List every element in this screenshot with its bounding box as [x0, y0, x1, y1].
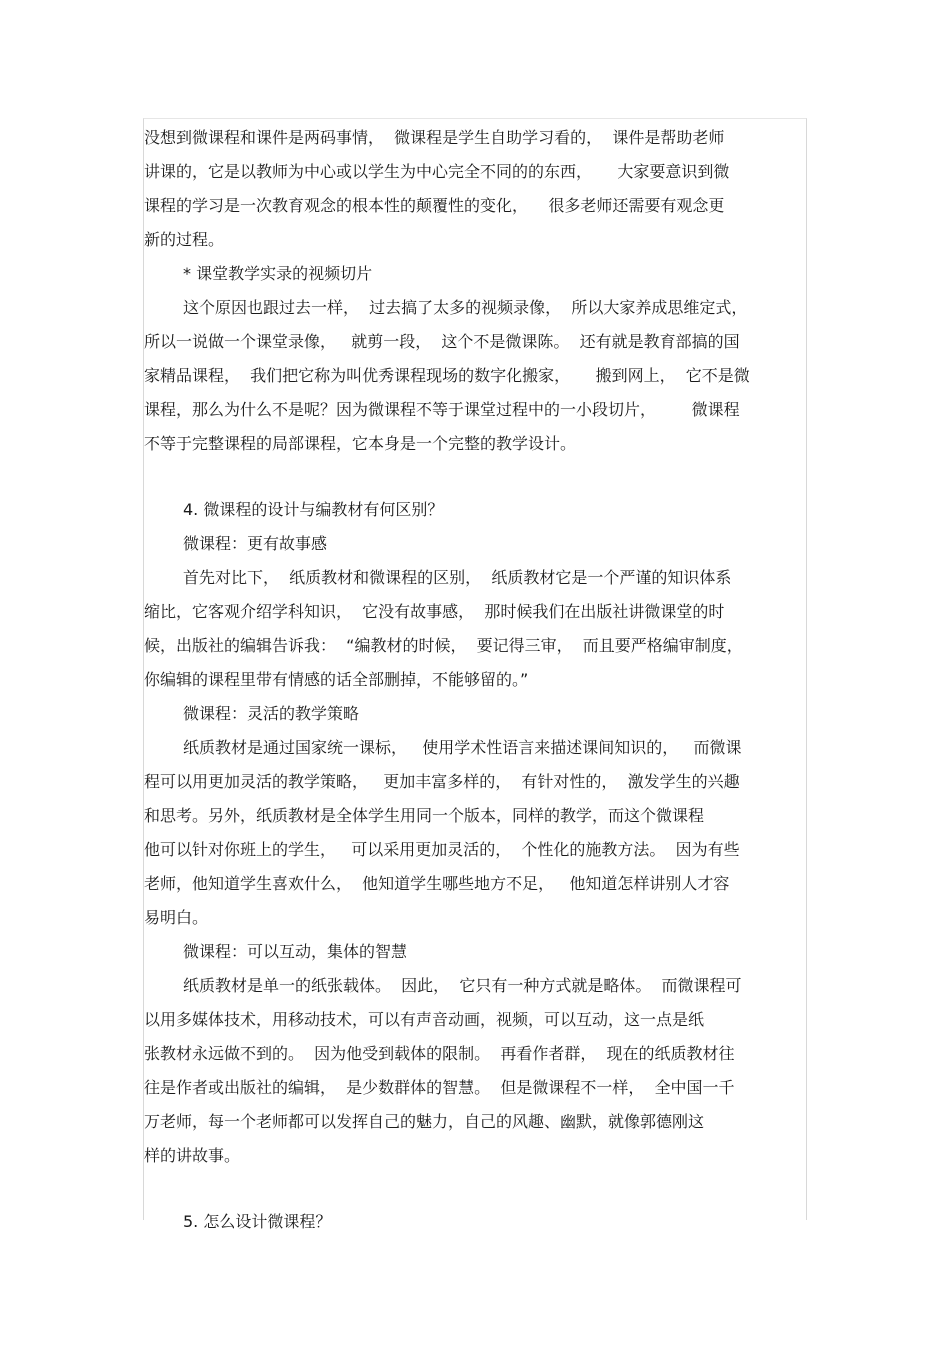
text-line: 候，出版社的编辑告诉我： “编教材的时候， 要记得三审， 而且要严格编审制度， [144, 636, 743, 655]
text-line: 不等于完整课程的局部课程，它本身是一个完整的教学设计。 [144, 434, 577, 453]
subheading: 微课程：可以互动，集体的智慧 [183, 942, 408, 961]
text-line: 他可以针对你班上的学生， 可以采用更加灵活的， 个性化的施教方法。 因为有些 [144, 840, 740, 859]
text-line: 你编辑的课程里带有情感的话全部删掉，不能够留的。” [144, 670, 529, 689]
text-line: 课程，那么为什么不是呢？因为微课程不等于课堂过程中的一小段切片， 微课程 [144, 400, 740, 419]
text-line: 这个原因也跟过去一样， 过去搞了太多的视频录像， 所以大家养成思维定式， [183, 298, 748, 317]
text-line: 易明白。 [144, 908, 209, 927]
document-body [144, 121, 804, 1239]
text-line: 和思考。另外，纸质教材是全体学生用同一个版本，同样的教学，而这个微课程 [144, 806, 705, 825]
subheading: * 课堂教学实录的视频切片 [183, 264, 373, 283]
subheading: 微课程：更有故事感 [183, 534, 328, 553]
text-line: 老师，他知道学生喜欢什么， 他知道学生哪些地方不足， 他知道怎样讲别人才容 [144, 874, 730, 893]
text-line: 新的过程。 [144, 230, 225, 249]
text-line: 样的讲故事。 [144, 1146, 241, 1165]
text-line: 万老师，每一个老师都可以发挥自己的魅力，自己的风趣、幽默，就像郭德刚这 [144, 1112, 705, 1131]
text-line: 所以一说做一个课堂录像， 就剪一段， 这个不是微课陈。 还有就是教育部搞的国 [144, 332, 740, 351]
text-line: 纸质教材是单一的纸张载体。 因此， 它只有一种方式就是略体。 而微课程可 [183, 976, 742, 995]
text-line: 课程的学习是一次教育观念的根本性的颠覆性的变化， 很多老师还需要有观念更 [144, 196, 725, 215]
text-line: 首先对比下， 纸质教材和微课程的区别， 纸质教材它是一个严谨的知识体系 [183, 568, 732, 587]
section-heading: 5. 怎么设计微课程？ [183, 1212, 332, 1231]
section-heading: 4. 微课程的设计与编教材有何区别？ [183, 500, 444, 519]
text-line: 以用多媒体技术，用移动技术，可以有声音动画，视频，可以互动，这一点是纸 [144, 1010, 705, 1029]
text-line: 往是作者或出版社的编辑， 是少数群体的智慧。 但是微课程不一样， 全中国一千 [144, 1078, 735, 1097]
text-line: 讲课的，它是以教师为中心或以学生为中心完全不同的的东西， 大家要意识到微 [144, 162, 730, 181]
text-line: 缩比，它客观介绍学科知识， 它没有故事感， 那时候我们在出版社讲微课堂的时 [144, 602, 725, 621]
text-line: 纸质教材是通过国家统一课标， 使用学术性语言来描述课间知识的， 而微课 [183, 738, 742, 757]
text-line: 家精品课程， 我们把它称为叫优秀课程现场的数字化搬家， 搬到网上， 它不是微 [144, 366, 750, 385]
text-line: 程可以用更加灵活的教学策略， 更加丰富多样的， 有针对性的， 激发学生的兴趣 [144, 772, 740, 791]
text-line: 张教材永远做不到的。 因为他受到载体的限制。 再看作者群， 现在的纸质教材往 [144, 1044, 735, 1063]
text-line: 没想到微课程和课件是两码事情， 微课程是学生自助学习看的， 课件是帮助老师 [144, 128, 725, 147]
subheading: 微课程：灵活的教学策略 [183, 704, 360, 723]
spacer [144, 1173, 804, 1205]
spacer [144, 461, 804, 493]
